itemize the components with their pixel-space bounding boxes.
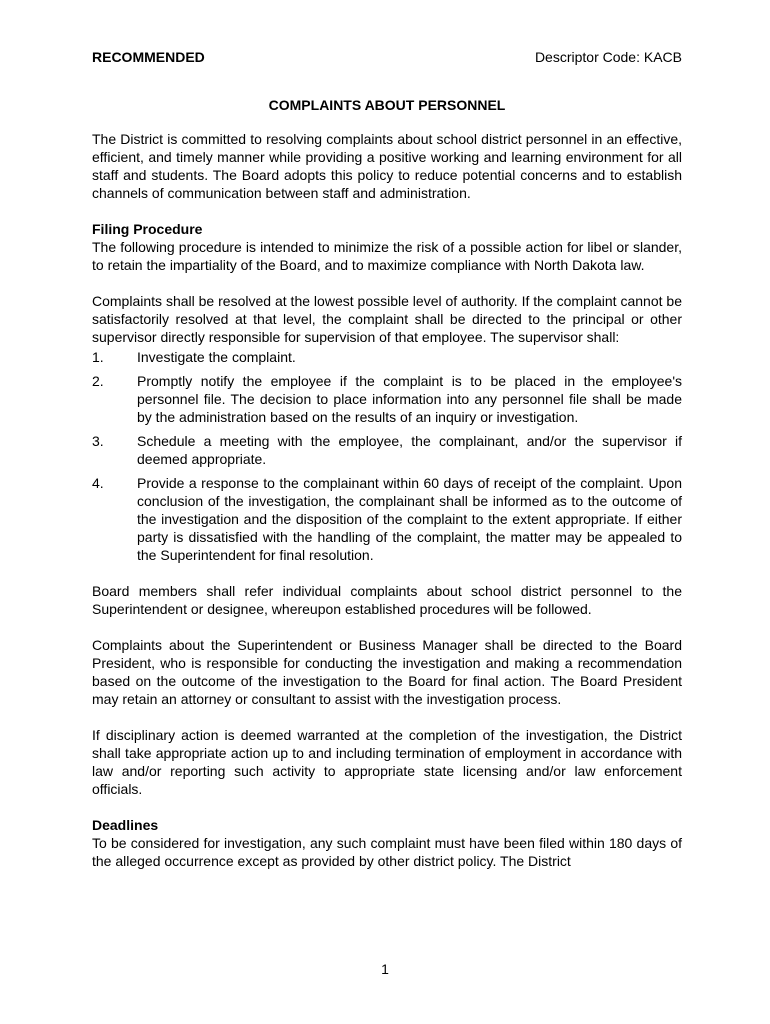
document-page — [92, 48, 682, 870]
board-members-paragraph: Board members shall refer individual complaints about school district personnel to the Superintendent or designee, whereupon established procedures will be followed. — [92, 583, 682, 617]
list-item — [92, 372, 682, 426]
intro-paragraph: The District is committed to resolving complaints about school district personnel in an effective, efficient, and timely manner while providing a positive working and learning environment for all staff and students. The Board adopts this policy to reduce potential concerns and to establish channels of communication between staff and administration. — [92, 131, 682, 201]
filing-procedure-heading: Filing Procedure — [92, 221, 203, 237]
filing-procedure-paragraph: The following procedure is intended to minimize the risk of a possible action for libel or slander, to retain the impartiality of the Board, and to maximize compliance with North Dakota law. — [92, 239, 682, 273]
superintendent-complaints-paragraph: Complaints about the Superintendent or Business Manager shall be directed to the Board President, who is responsible for conducting the investigation and making a recommendation based on the outcome of the investigation to the Board for final action. The Board President may retain an attorney or consultant to assist with the investigation process. — [92, 637, 682, 707]
document-title: COMPLAINTS ABOUT PERSONNEL — [268, 97, 506, 113]
list-item-text: Investigate the complaint. — [137, 349, 296, 365]
page-number: 1 — [381, 961, 389, 977]
status-label: RECOMMENDED — [92, 49, 205, 65]
disciplinary-action-paragraph: If disciplinary action is deemed warranted at the completion of the investigation, the District shall take appropriate action up to and including termination of employment in accordance with law and/or reporting such activity to appropriate state licensing and/or law enforcement officials. — [92, 727, 682, 797]
complaint-resolution-paragraph: Complaints shall be resolved at the lowest possible level of authority. If the complaint cannot be satisfactorily resolved at that level, the complaint shall be directed to the principal or other supervisor directly responsible for supervision of that employee. The supervisor shall: — [92, 293, 682, 345]
list-item-text: Schedule a meeting with the employee, the complainant, and/or the supervisor if deemed appropriate. — [137, 433, 682, 467]
list-item — [92, 348, 682, 366]
document-header — [92, 48, 682, 66]
descriptor-code: Descriptor Code: KACB — [534, 49, 682, 65]
list-item-number: 1. — [92, 349, 104, 365]
list-item-number: 4. — [92, 475, 104, 491]
list-item-text: Promptly notify the employee if the complaint is to be placed in the employee's personnel file. The decision to place information into any personnel file shall be made by the administration based on the results of an inquiry or investigation. — [137, 373, 682, 425]
deadlines-heading: Deadlines — [92, 817, 159, 833]
supervisor-duties-list — [92, 348, 682, 564]
list-item-text: Provide a response to the complainant within 60 days of receipt of the complaint. Upon conclusion of the investigation, the complainant shall be informed as to the outcome of the investigation and the disposition of the complaint to the extent appropriate. If either party is dissatisfied with the handling of the complaint, the matter may be appealed to the Superintendent for final resolution. — [137, 475, 682, 563]
list-item-number: 2. — [92, 373, 104, 389]
deadlines-paragraph: To be considered for investigation, any such complaint must have been filed within 180 days of the alleged occurrence except as provided by other district policy. The District — [92, 835, 682, 869]
list-item-number: 3. — [92, 433, 104, 449]
list-item — [92, 474, 682, 564]
list-item — [92, 432, 682, 468]
